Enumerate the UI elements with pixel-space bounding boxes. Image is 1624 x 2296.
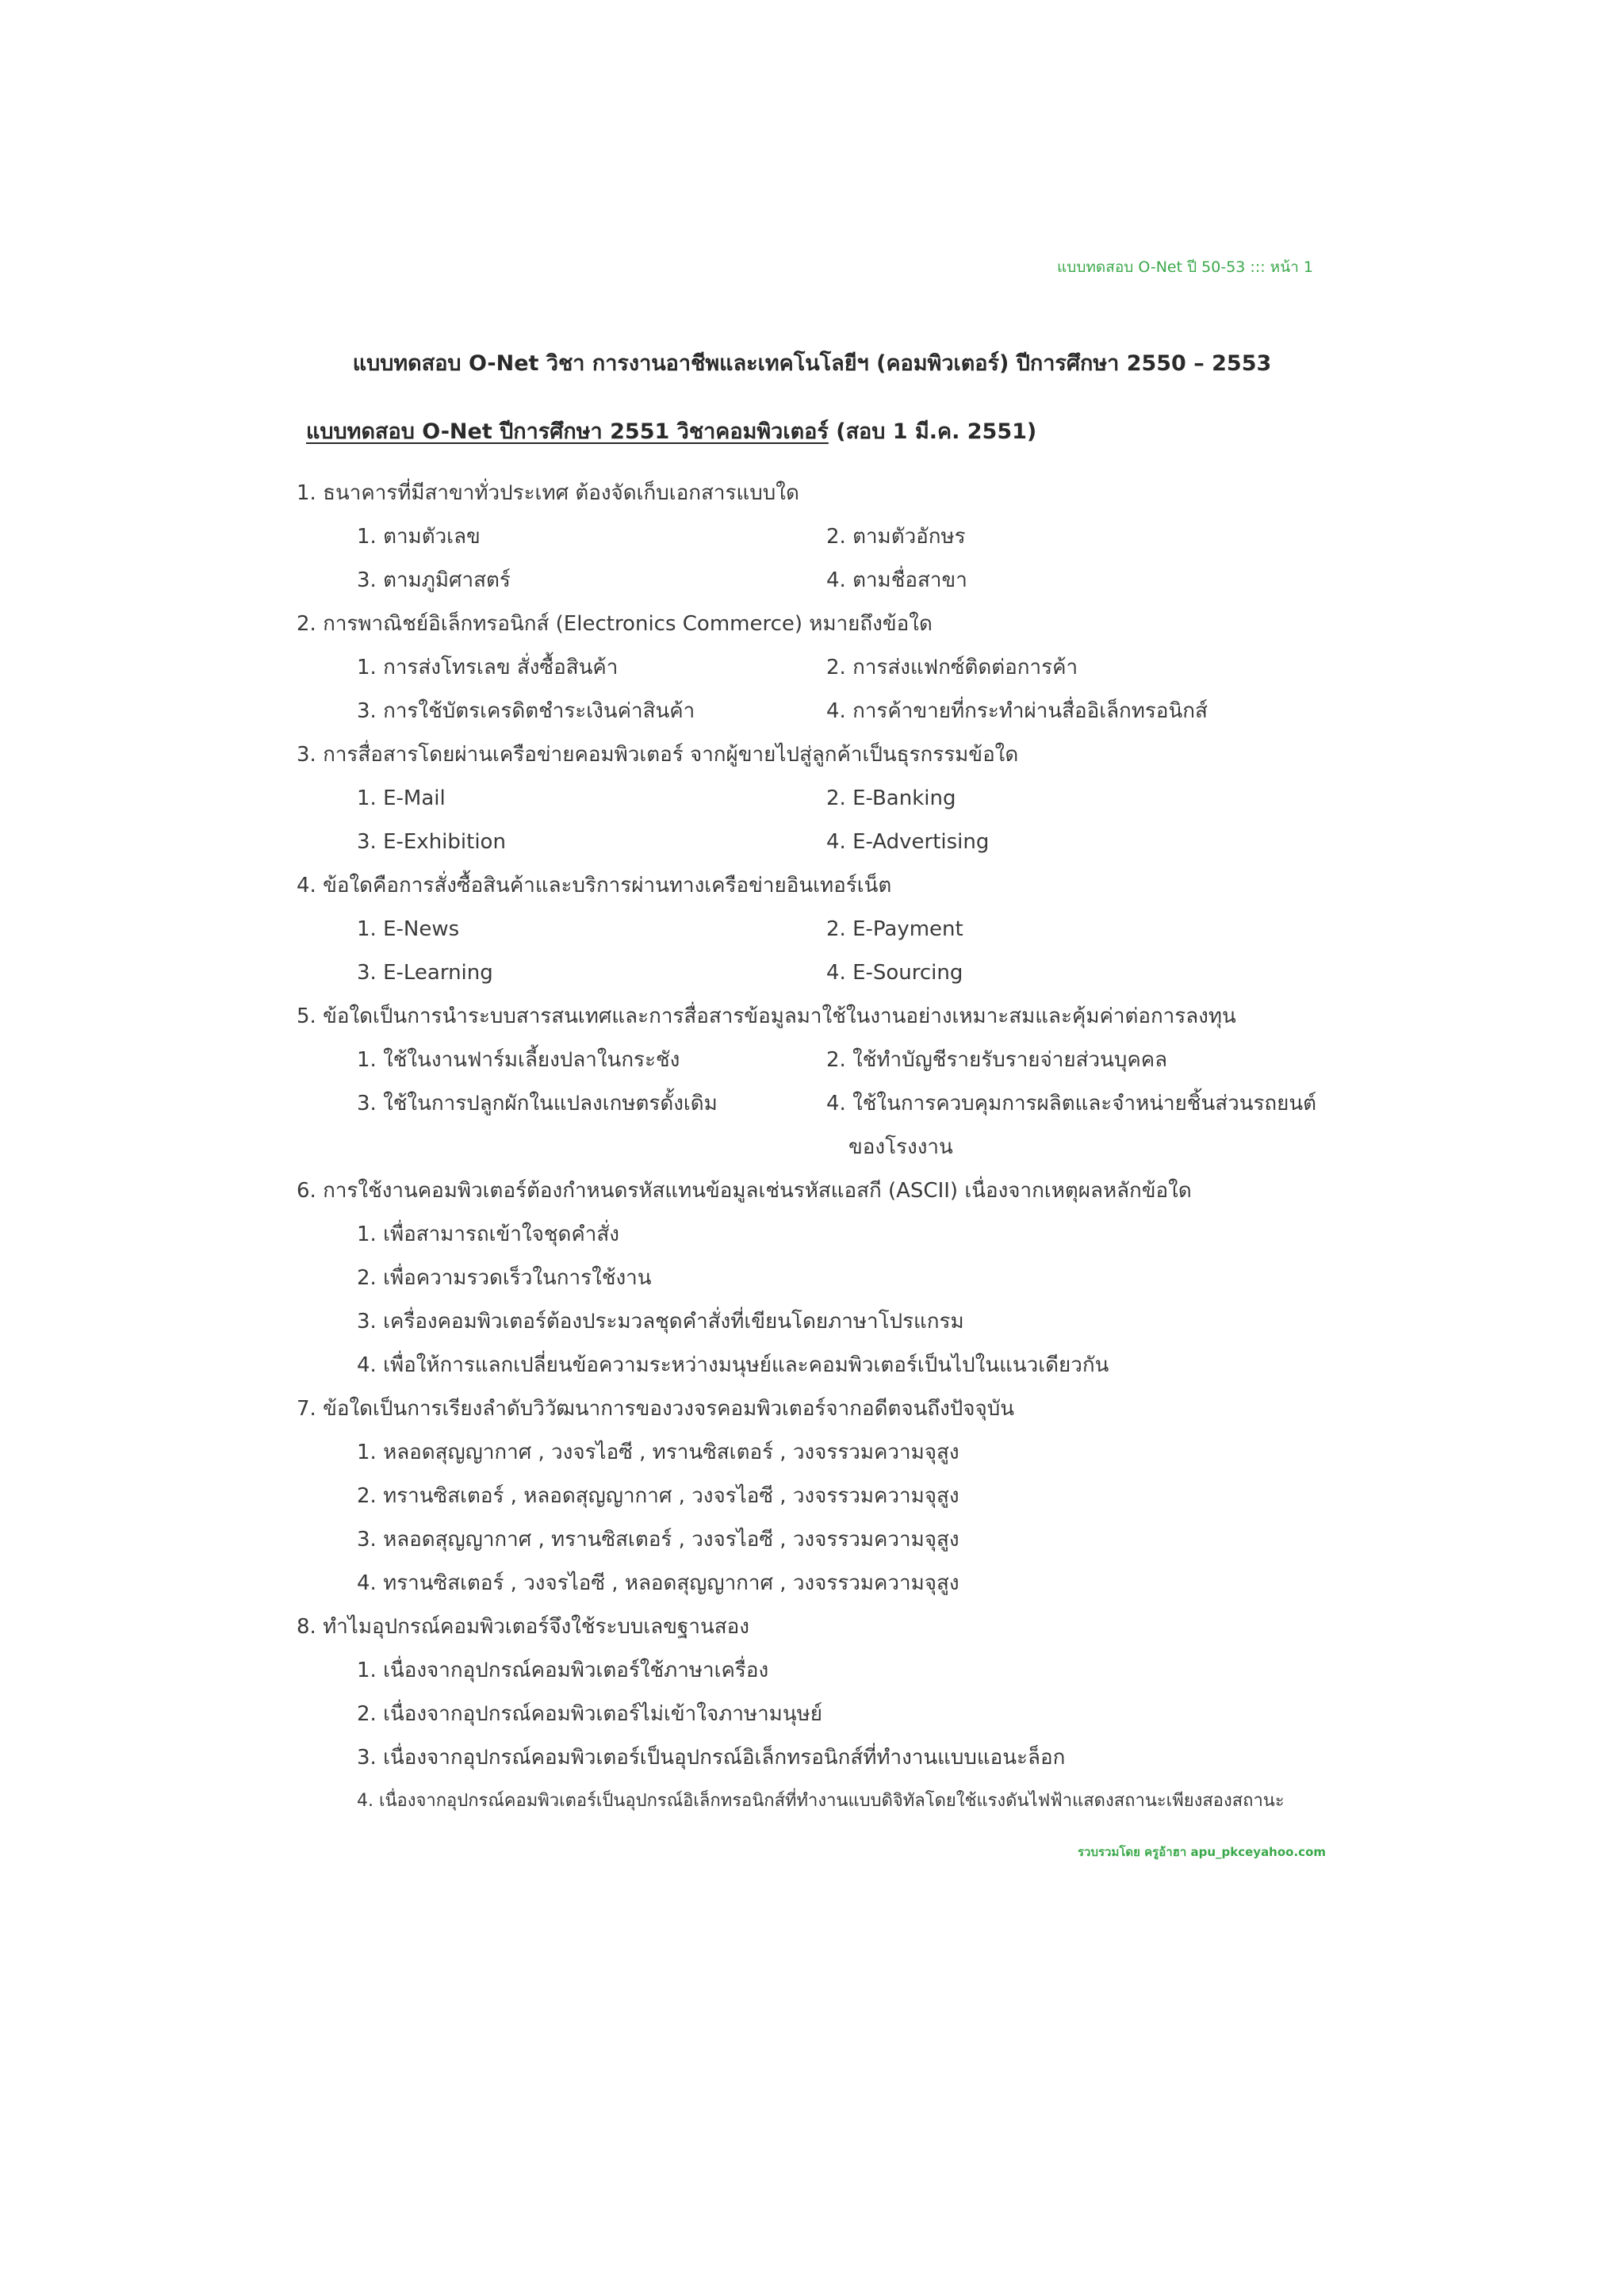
section-title-underlined: แบบทดสอบ O-Net ปีการศึกษา 2551 วิชาคอมพิวเตอร์ [306,419,829,444]
question-3-stem: 3. การสื่อสารโดยผ่านเครือข่ายคอมพิวเตอร์ จากผู้ขายไปสู่ลูกค้าเป็นธุรกรรมข้อใด [297,743,1019,767]
question-7-option-3: 3. หลอดสุญญากาศ , ทรานซิสเตอร์ , วงจรไอซี , วงจรรวมความจุสูง [357,1528,959,1552]
question-8-option-2: 2. เนื่องจากอุปกรณ์คอมพิวเตอร์ไม่เข้าใจภาษามนุษย์ [357,1702,822,1726]
section-title [306,414,1036,448]
question-1-option-2: 2. ตามตัวอักษร [826,525,966,549]
question-6-option-3: 3. เครื่องคอมพิวเตอร์ต้องประมวลชุดคำสั่งที่เขียนโดยภาษาโปรแกรม [357,1310,964,1334]
question-4-options-row-1 [297,910,1327,954]
section-title-exam-date: (สอบ 1 มี.ค. 2551) [828,419,1037,444]
question-1-options-row-1 [297,518,1327,561]
question-8-stem: 8. ทำไมอุปกรณ์คอมพิวเตอร์จึงใช้ระบบเลขฐานสอง [297,1615,749,1639]
question-6-option-2: 2. เพื่อความรวดเร็วในการใช้งาน [357,1266,652,1290]
question-6-stem: 6. การใช้งานคอมพิวเตอร์ต้องกำหนดรหัสแทนข้อมูลเช่นรหัสแอสกี (ASCII) เนื่องจากเหตุผลหลักข้อใด [297,1179,1192,1203]
question-4-option-3: 3. E-Learning [357,961,493,985]
question-5-option-4-continuation: ของโรงงาน [848,1135,953,1159]
question-5-option-1: 1. ใช้ในงานฟาร์มเลี้ยงปลาในกระชัง [357,1048,680,1072]
question-4-options-row-2 [297,954,1327,997]
question-2-options-row-2 [297,692,1327,736]
question-2-options-row-1 [297,649,1327,692]
question-7-stem: 7. ข้อใดเป็นการเรียงลำดับวิวัฒนาการของวงจรคอมพิวเตอร์จากอดีตจนถึงปัจจุบัน [297,1397,1015,1421]
question-4-option-4: 4. E-Sourcing [826,961,963,985]
question-3-option-2: 2. E-Banking [826,786,956,810]
question-6-option-4: 4. เพื่อให้การแลกเปลี่ยนข้อความระหว่างมนุษย์และคอมพิวเตอร์เป็นไปในแนวเดียวกัน [357,1353,1109,1377]
question-2-option-4: 4. การค้าขายที่กระทำผ่านสื่ออิเล็กทรอนิกส์ [826,699,1208,723]
question-1-option-3: 3. ตามภูมิศาสตร์ [357,568,511,592]
question-5-option-3: 3. ใช้ในการปลูกผักในแปลงเกษตรดั้งเดิม [357,1092,718,1115]
question-7-option-2: 2. ทรานซิสเตอร์ , หลอดสุญญากาศ , วงจรไอซี , วงจรรวมความจุสูง [357,1484,959,1508]
question-3-option-1: 1. E-Mail [357,786,446,810]
question-1-options-row-2 [297,561,1327,605]
question-7-option-4: 4. ทรานซิสเตอร์ , วงจรไอซี , หลอดสุญญากาศ , วงจรรวมความจุสูง [357,1571,959,1595]
question-4-option-1: 1. E-News [357,917,460,941]
question-3-option-4: 4. E-Advertising [826,830,990,854]
question-2-option-2: 2. การส่งแฟกซ์ติดต่อการค้า [826,656,1078,679]
question-1-stem: 1. ธนาคารที่มีสาขาทั่วประเทศ ต้องจัดเก็บเอกสารแบบใด [297,481,799,505]
footer-credit: รวบรวมโดย ครูอ้าฮา apu_pkceyahoo.com [1077,1845,1326,1859]
question-6-option-1: 1. เพื่อสามารถเข้าใจชุดคำสั่ง [357,1223,619,1246]
question-5-options-row-2 [297,1085,1327,1128]
question-4-stem: 4. ข้อใดคือการสั่งซื้อสินค้าและบริการผ่านทางเครือข่ายอินเทอร์เน็ต [297,874,892,897]
question-4-option-2: 2. E-Payment [826,917,963,941]
question-5-stem: 5. ข้อใดเป็นการนำระบบสารสนเทศและการสื่อสารข้อมูลมาใช้ในงานอย่างเหมาะสมและคุ้มค่าต่อการลงทุน [297,1004,1236,1028]
question-8-option-4: 4. เนื่องจากอุปกรณ์คอมพิวเตอร์เป็นอุปกรณ์อิเล็กทรอนิกส์ที่ทำงานแบบดิจิทัลโดยใช้แรงดันไฟฟ้าแสดงสถานะเพียงสองสถานะ [357,1791,1285,1811]
question-1-option-1: 1. ตามตัวเลข [357,525,481,549]
question-1-option-4: 4. ตามชื่อสาขา [826,568,967,592]
question-5-options-row-1 [297,1041,1327,1085]
question-8-option-1: 1. เนื่องจากอุปกรณ์คอมพิวเตอร์ใช้ภาษาเครื่อง [357,1659,769,1682]
question-8-option-3: 3. เนื่องจากอุปกรณ์คอมพิวเตอร์เป็นอุปกรณ์อิเล็กทรอนิกส์ที่ทำงานแบบแอนะล็อก [357,1746,1066,1770]
question-5-option-4: 4. ใช้ในการควบคุมการผลิตและจำหน่ายชิ้นส่วนรถยนต์ [826,1092,1317,1115]
document-title: แบบทดสอบ O-Net วิชา การงานอาชีพและเทคโนโลยีฯ (คอมพิวเตอร์) ปีการศึกษา 2550 – 2553 [352,351,1272,376]
page-header-reference: แบบทดสอบ O-Net ปี 50-53 ::: หน้า 1 [1057,258,1313,276]
question-3-options-row-2 [297,823,1327,867]
question-2-stem: 2. การพาณิชย์อิเล็กทรอนิกส์ (Electronics Commerce) หมายถึงข้อใด [297,612,933,636]
question-list [297,474,1327,1826]
question-2-option-1: 1. การส่งโทรเลข สั่งซื้อสินค้า [357,656,619,679]
question-5-option-2: 2. ใช้ทำบัญชีรายรับรายจ่ายส่วนบุคคล [826,1048,1168,1072]
question-3-options-row-1 [297,779,1327,823]
question-2-option-3: 3. การใช้บัตรเครดิตชำระเงินค่าสินค้า [357,699,695,723]
question-3-option-3: 3. E-Exhibition [357,830,506,854]
question-7-option-1: 1. หลอดสุญญากาศ , วงจรไอซี , ทรานซิสเตอร์ , วงจรรวมความจุสูง [357,1441,959,1464]
